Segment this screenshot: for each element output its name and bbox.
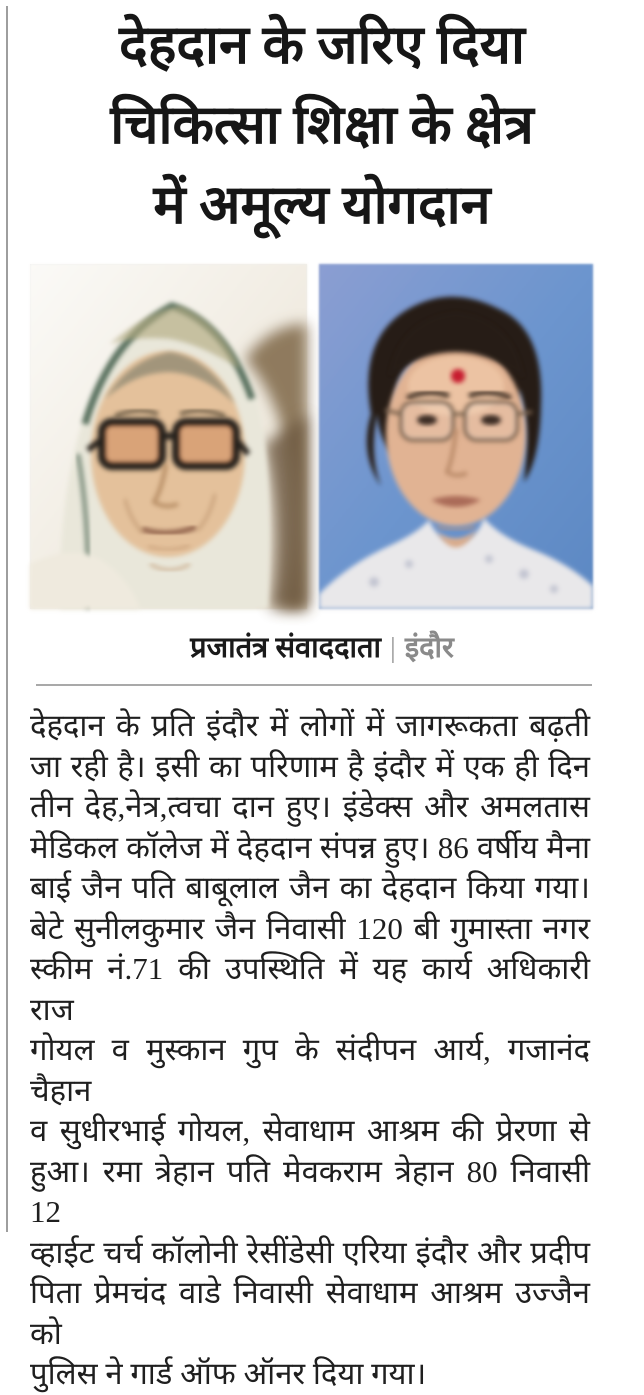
photo-row bbox=[30, 264, 593, 609]
article-line: गोयल व मुस्कान गुप के संदीपन आर्य, गजानंद चैहान bbox=[30, 1032, 590, 1108]
byline bbox=[0, 626, 644, 670]
article-line: तीन देह,नेत्र,त्वचा दान हुए। इंडेक्स और अमलतास bbox=[30, 789, 590, 824]
article-line: हुआ। रमा त्रेहान पति मेवकराम त्रेहान 80 निवासी 12 bbox=[30, 1153, 590, 1229]
article-line: व सुधीरभाई गोयल, सेवाधाम आश्रम की प्रेरणा से bbox=[30, 1113, 590, 1148]
article-line: स्कीम नं.71 की उपस्थिति में यह कार्य अधिकारी राज bbox=[30, 951, 590, 1027]
byline-reporter: प्रजातंत्र संवाददाता bbox=[190, 632, 382, 664]
article-line: पुलिस ने गार्ड ऑफ ऑनर दिया गया। bbox=[30, 1356, 427, 1391]
headline bbox=[18, 5, 626, 245]
photo-woman-with-bindi bbox=[319, 264, 593, 609]
headline-line: चिकित्सा शिक्षा के क्षेत्र bbox=[110, 95, 534, 155]
article-body bbox=[30, 706, 590, 1395]
headline-line: में अमूल्य योगदान bbox=[153, 175, 491, 235]
portrait-illustration-left bbox=[30, 264, 307, 609]
article-line: बाई जैन पति बाबूलाल जैन का देहदान किया गया। bbox=[30, 870, 590, 905]
article-line: पिता प्रेमचंद वाडे निवासी सेवाधाम आश्रम उज्जैन को bbox=[30, 1275, 590, 1351]
photo-elderly-woman bbox=[30, 264, 307, 609]
article-line: देहदान के प्रति इंदौर में लोगों में जागरूकता बढ़ती bbox=[30, 708, 590, 743]
article-line: बेटे सुनीलकुमार जैन निवासी 120 बी गुमास्ता नगर bbox=[30, 910, 590, 946]
article-line: जा रही है। इसी का परिणाम है इंदौर में एक ही दिन bbox=[30, 748, 590, 784]
article-line: व्हाईट चर्च कॉलोनी रेसींडेसी एरिया इंदौर और प्रदीप bbox=[30, 1234, 590, 1270]
portrait-illustration-right bbox=[319, 264, 593, 609]
page-edge-line bbox=[6, 6, 8, 1232]
article-line: मेडिकल कॉलेज में देहदान संपन्न हुए। 86 वर्षीय मैना bbox=[30, 829, 590, 865]
headline-line: देहदान के जरिए दिया bbox=[119, 15, 525, 75]
byline-location: इंदौर bbox=[404, 632, 454, 664]
byline-separator: | bbox=[390, 632, 396, 664]
divider-rule bbox=[36, 684, 592, 686]
